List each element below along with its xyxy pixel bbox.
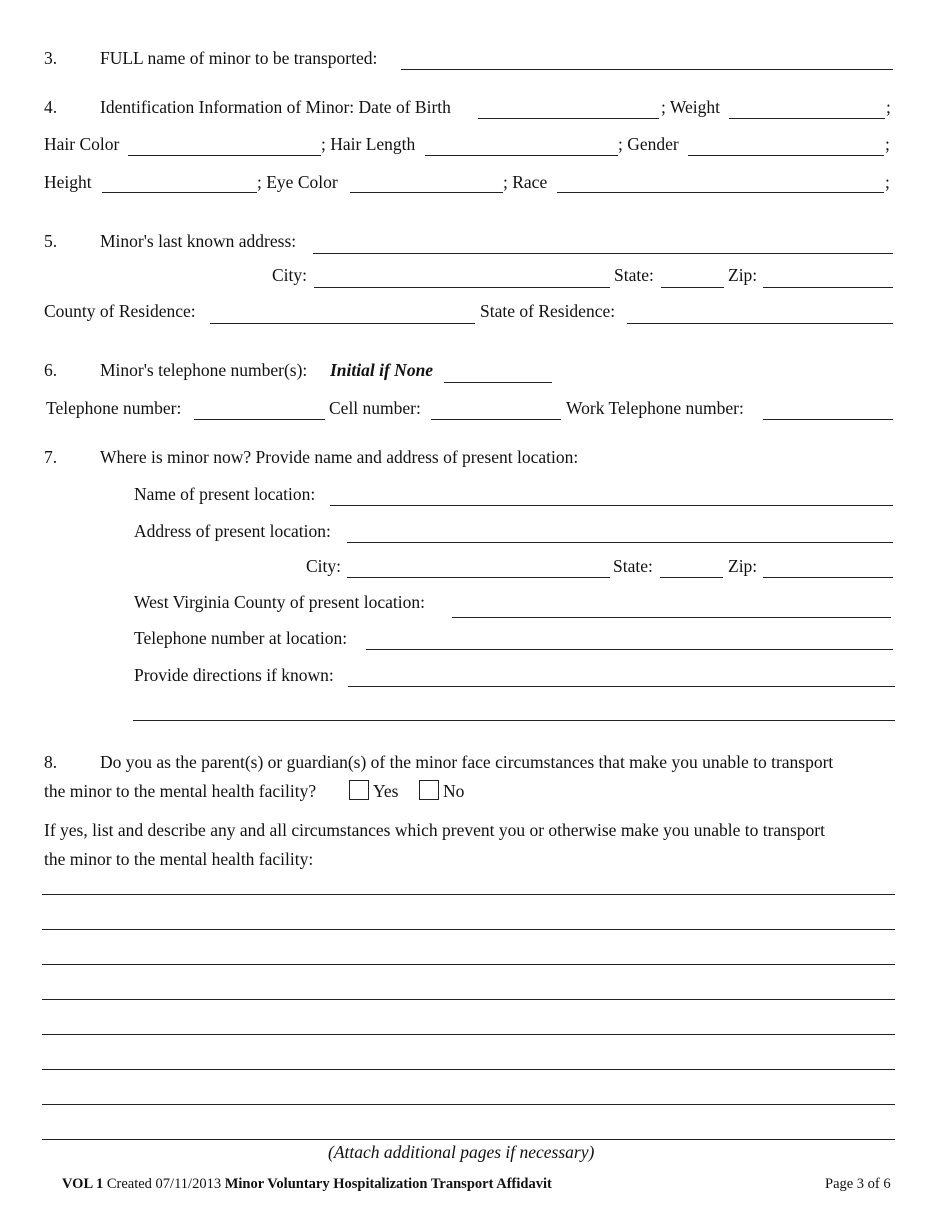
last-known-address-label: Minor's last known address: xyxy=(100,231,297,251)
unable-to-transport-question-cont: the minor to the mental health facility? xyxy=(44,781,317,801)
footer-title: Minor Voluntary Hospitalization Transport Affidavit xyxy=(224,1176,552,1192)
state-of-residence-label: State of Residence: xyxy=(480,301,616,321)
work-telephone-label: Work Telephone number: xyxy=(566,398,744,418)
county-of-residence-label: County of Residence: xyxy=(44,301,196,321)
circumstances-line-3[interactable] xyxy=(42,964,895,965)
section-4-number: 4. xyxy=(44,97,58,117)
circumstances-line-5[interactable] xyxy=(42,1034,895,1035)
circumstances-line-1[interactable] xyxy=(42,894,895,895)
section-5-number: 5. xyxy=(44,231,58,251)
section-6-number: 6. xyxy=(44,360,58,380)
height-field[interactable] xyxy=(102,192,257,193)
hair-length-field[interactable] xyxy=(425,155,618,156)
last-known-address-field[interactable] xyxy=(313,253,893,254)
minor-telephone-label: Minor's telephone number(s): xyxy=(100,360,308,380)
address-city-label: City: xyxy=(272,265,308,285)
minor-full-name-field[interactable] xyxy=(401,69,893,70)
present-location-name-field[interactable] xyxy=(330,505,893,506)
present-location-city-field[interactable] xyxy=(347,577,610,578)
hair-length-label: ; Hair Length xyxy=(321,134,416,154)
state-of-residence-field[interactable] xyxy=(627,323,893,324)
address-state-label: State: xyxy=(614,265,654,285)
height-label: Height xyxy=(44,172,92,192)
gender-semicolon: ; xyxy=(885,134,890,154)
eye-color-field[interactable] xyxy=(350,192,503,193)
address-zip-label: Zip: xyxy=(728,265,758,285)
location-telephone-label: Telephone number at location: xyxy=(134,628,348,648)
work-telephone-field[interactable] xyxy=(763,419,893,420)
date-of-birth-label: Identification Information of Minor: Date of Birth xyxy=(100,97,451,117)
directions-field[interactable] xyxy=(348,686,895,687)
cell-number-field[interactable] xyxy=(431,419,561,420)
hair-color-label: Hair Color xyxy=(44,134,120,154)
circumstances-instruction: If yes, list and describe any and all circumstances which prevent you or otherwise make you unable to transport xyxy=(44,820,825,840)
circumstances-line-8[interactable] xyxy=(42,1139,895,1140)
yes-checkbox[interactable] xyxy=(349,780,369,800)
present-location-zip-label: Zip: xyxy=(728,556,758,576)
address-zip-field[interactable] xyxy=(763,287,893,288)
present-location-address-label: Address of present location: xyxy=(134,521,331,541)
initial-if-none-field[interactable] xyxy=(444,382,552,383)
section-8-number: 8. xyxy=(44,752,58,772)
section-3-number: 3. xyxy=(44,48,58,68)
circumstances-line-6[interactable] xyxy=(42,1069,895,1070)
eye-color-label: ; Eye Color xyxy=(257,172,338,192)
directions-label: Provide directions if known: xyxy=(134,665,334,685)
unable-to-transport-question: Do you as the parent(s) or guardian(s) of the minor face circumstances that make you unable to transport xyxy=(100,752,834,772)
weight-field[interactable] xyxy=(729,118,885,119)
footer-page-number: Page 3 of 6 xyxy=(825,1176,891,1192)
weight-semicolon: ; xyxy=(886,97,891,117)
no-label: No xyxy=(443,781,465,801)
telephone-number-label: Telephone number: xyxy=(46,398,182,418)
cell-number-label: Cell number: xyxy=(329,398,421,418)
circumstances-instruction-cont: the minor to the mental health facility: xyxy=(44,849,314,869)
present-location-zip-field[interactable] xyxy=(763,577,893,578)
present-location-name-label: Name of present location: xyxy=(134,484,316,504)
section-7-number: 7. xyxy=(44,447,58,467)
circumstances-line-2[interactable] xyxy=(42,929,895,930)
race-semicolon: ; xyxy=(885,172,890,192)
location-telephone-field[interactable] xyxy=(366,649,893,650)
present-location-address-field[interactable] xyxy=(347,542,893,543)
address-state-field[interactable] xyxy=(661,287,724,288)
telephone-number-field[interactable] xyxy=(194,419,325,420)
hair-color-field[interactable] xyxy=(128,155,321,156)
race-field[interactable] xyxy=(557,192,884,193)
present-location-state-field[interactable] xyxy=(660,577,723,578)
gender-label: ; Gender xyxy=(618,134,679,154)
minor-full-name-label: FULL name of minor to be transported: xyxy=(100,48,378,68)
circumstances-line-4[interactable] xyxy=(42,999,895,1000)
wv-county-field[interactable] xyxy=(452,617,891,618)
weight-label: ; Weight xyxy=(661,97,721,117)
address-city-field[interactable] xyxy=(314,287,610,288)
race-label: ; Race xyxy=(503,172,548,192)
no-checkbox[interactable] xyxy=(419,780,439,800)
circumstances-line-7[interactable] xyxy=(42,1104,895,1105)
date-of-birth-field[interactable] xyxy=(478,118,659,119)
footer-created: Created 07/11/2013 xyxy=(106,1176,222,1192)
initial-if-none-label: Initial if None xyxy=(330,360,434,380)
wv-county-label: West Virginia County of present location: xyxy=(134,592,425,612)
directions-field-line-2[interactable] xyxy=(133,720,895,721)
present-location-heading: Where is minor now? Provide name and address of present location: xyxy=(100,447,579,467)
present-location-state-label: State: xyxy=(613,556,653,576)
footer-vol: VOL 1 xyxy=(62,1176,104,1192)
gender-field[interactable] xyxy=(688,155,884,156)
attach-pages-note: (Attach additional pages if necessary) xyxy=(328,1142,595,1162)
footer-document-info xyxy=(62,1174,552,1194)
yes-label: Yes xyxy=(373,781,399,801)
present-location-city-label: City: xyxy=(306,556,342,576)
county-of-residence-field[interactable] xyxy=(210,323,475,324)
